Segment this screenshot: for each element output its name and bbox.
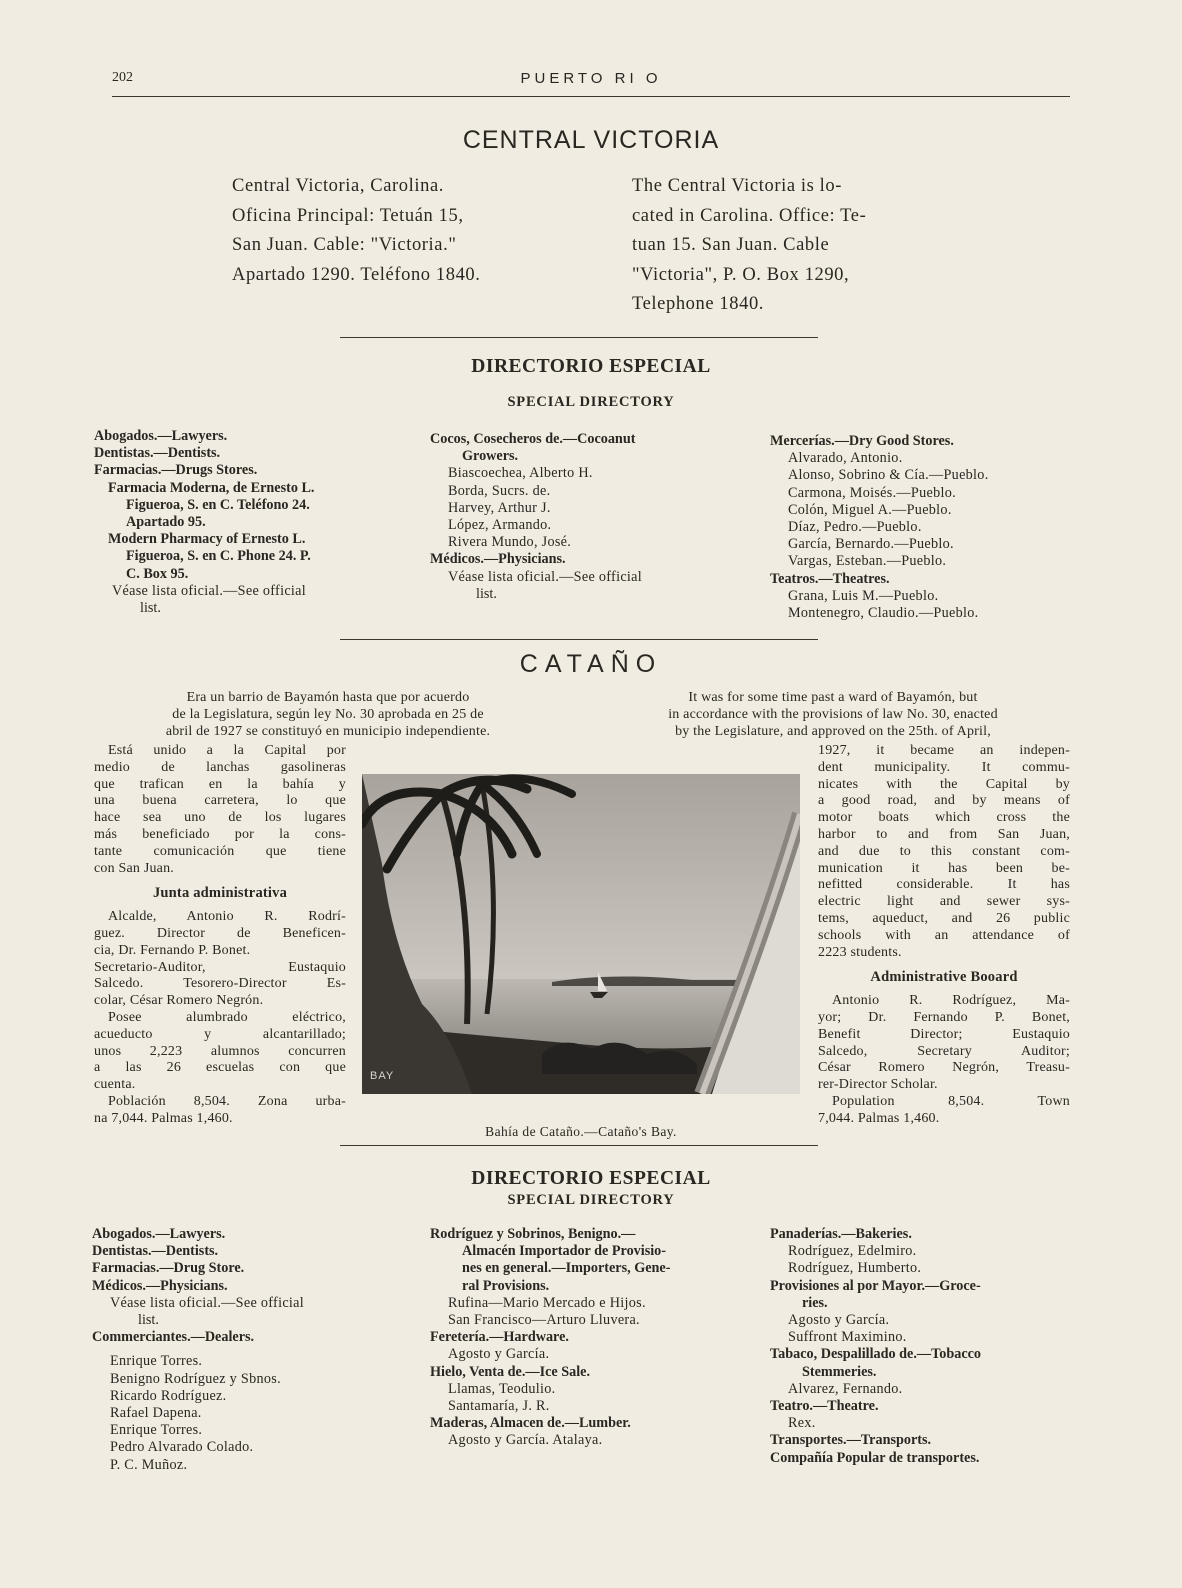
directory-entry: Santamaría, J. R. [448,1398,550,1415]
directory-category: Dentistas.—Dentists. [94,445,221,462]
directory-entry: Colón, Miguel A.—Pueblo. [788,501,952,518]
central-victoria-spanish [232,172,532,290]
catano-intro-english [596,690,1070,740]
directory-title: DIRECTORIO ESPECIAL [471,356,711,377]
directory-entry: Llamas, Teodulio. [448,1380,556,1397]
text-line: The Central Victoria is lo- [632,176,842,196]
directory-category: ral Provisions. [462,1277,550,1294]
directory-category: Dentistas.—Dentists. [92,1243,219,1260]
directory-entry: P. C. Muñoz. [110,1456,188,1473]
directory-column-2 [430,1226,750,1450]
text-line: harbor to and from San Juan, [818,826,1070,842]
text-line: colar, César Romero Negrón. [94,993,264,1009]
text-line: Secretario-Auditor, Eustaquio [94,959,346,975]
directory-entry: Véase lista oficial.—See official [448,568,643,585]
directory-subtitle: SPECIAL DIRECTORY [507,1192,675,1208]
directory-title: DIRECTORIO ESPECIAL [471,1168,711,1189]
directory-category: Teatro.—Theatre. [770,1398,879,1415]
text-line: Telephone 1840. [632,294,765,314]
directory-category: ries. [802,1294,828,1311]
catano-bay-photo [362,774,800,1094]
directory-entry: Agosto y García. Atalaya. [448,1432,603,1449]
text-line: tante comunicación que tiene [94,843,346,859]
catano-right-text [818,743,1070,1128]
directory-category: Abogados.—Lawyers. [94,428,228,444]
directory-entry: Alvarez, Fernando. [788,1380,903,1397]
text-line: con San Juan. [94,860,174,876]
text-line: de la Legislatura, según ley No. 30 aprobada en 25 de [172,706,484,722]
directory-entry: Véase lista oficial.—See official [110,1294,305,1311]
directory-category: Almacén Importador de Provisio- [462,1243,666,1260]
text-line: Está unido a la Capital por [108,743,346,758]
directory-category: Commerciantes.—Dealers. [92,1329,255,1346]
directory-entry: Rodríguez, Edelmiro. [788,1243,917,1260]
directory-entry: Pedro Alvarado Colado. [110,1439,254,1456]
directory-entry: García, Bernardo.—Pueblo. [788,536,954,553]
text-line: Oficina Principal: Tetuán 15, [232,205,464,226]
directory-entry: Rodríguez, Humberto. [788,1260,922,1277]
directory-entry: list. [140,600,161,617]
directory-column-1 [92,1226,412,1474]
directory-entry: list. [138,1312,159,1329]
directory-entry: Suffront Maximino. [788,1329,907,1346]
directory-subtitle: SPECIAL DIRECTORY [507,394,675,410]
directory-category: Cocos, Cosecheros de.—Cocoanut [430,431,636,447]
directory-category: Figueroa, S. en C. Teléfono 24. [126,496,310,513]
directory-entry: Vargas, Esteban.—Pueblo. [788,553,947,570]
directory-category: Transportes.—Transports. [770,1432,932,1449]
directory-category: Compañía Popular de transportes. [770,1449,980,1466]
directory-entry: Montenegro, Claudio.—Pueblo. [788,605,979,622]
directory-category: Growers. [462,448,519,465]
text-line: cia, Dr. Fernando P. Bonet. [94,942,251,958]
central-victoria-title: CENTRAL VICTORIA [462,126,720,154]
directory-entry: Agosto y García. [788,1312,890,1329]
directory-entry: Biascoechea, Alberto H. [448,465,593,482]
text-line: a good road, and by means of [818,793,1070,809]
spacer [92,1346,412,1353]
directory-category: Mercerías.—Dry Good Stores. [770,433,954,449]
text-line: motor boats which cross the [818,810,1070,826]
directory-entry: San Francisco—Arturo Lluvera. [448,1312,640,1329]
directory-column-1 [94,428,394,617]
directory-category: Modern Pharmacy of Ernesto L. [108,531,306,548]
directory-entry: Rex. [788,1415,816,1432]
text-line: cuenta. [94,1077,136,1093]
directory-category: Farmacia Moderna, de Ernesto L. [108,479,315,496]
directory-category: Teatros.—Theatres. [770,570,890,587]
directory-category: Tabaco, Despalillado de.—Tobacco [770,1346,982,1363]
photo-caption: Bahía de Cataño.—Cataño's Bay. [485,1124,677,1139]
directory-entry: Borda, Sucrs. de. [448,482,551,499]
text-line: in accordance with the provisions of law No. 30, enacted [668,706,998,722]
bay-photo-image [362,774,800,1094]
text-line: abril de 1927 se constituyó en municipio independiente. [165,723,491,739]
text-line: and due to this constant com- [818,843,1070,859]
text-line: tuan 15. San Juan. Cable [632,235,830,255]
directory-entry: Díaz, Pedro.—Pueblo. [788,519,922,536]
text-line: 2223 students. [818,944,902,960]
admin-board-heading: Administrative Booard [870,969,1018,986]
directory-entry: Alvarado, Antonio. [788,450,903,467]
text-line: tems, aqueduct, and 26 public [818,910,1070,926]
directory-column-3 [770,433,1070,622]
text-line: Era un barrio de Bayamón hasta que por acuerdo [186,690,470,705]
catano-intro-spanish [92,690,564,740]
text-line: dent municipality. It commu- [818,759,1070,775]
directory-category: Farmacias.—Drug Store. [92,1260,245,1277]
catano-left-text [94,743,346,1128]
directory-category: nes en general.—Importers, Gene- [462,1260,671,1277]
text-line: nicates with the Capital by [818,776,1070,792]
text-line: guez. Director de Beneficen- [94,925,346,941]
text-line: unos 2,223 alumnos concurren [94,1043,346,1059]
section-rule [340,639,818,640]
text-line: acueducto y alcantarillado; [94,1026,346,1042]
directory-category: Hielo, Venta de.—Ice Sale. [430,1363,590,1380]
text-line: Antonio R. Rodríguez, Ma- [832,993,1070,1009]
text-line: Población 8,504. Zona urba- [108,1093,346,1109]
directory-category: Provisiones al por Mayor.—Groce- [770,1277,981,1294]
text-line: 1927, it became an indepen- [818,743,1070,758]
section-rule [340,337,818,338]
text-line: San Juan. Cable: "Victoria." [232,235,457,255]
directory-category: Médicos.—Physicians. [92,1277,228,1294]
directory-entry: Rafael Dapena. [110,1405,202,1422]
text-line: César Romero Negrón, Treasu- [818,1060,1070,1076]
text-line: Central Victoria, Carolina. [232,176,445,196]
text-line: Salcedo, Secretary Auditor; [818,1043,1070,1059]
section-rule [340,1145,818,1146]
directory-entry: Agosto y García. [448,1346,550,1363]
text-line: rer-Director Scholar. [818,1077,938,1093]
text-line: It was for some time past a ward of Bayamón, but [688,690,978,705]
directory-column-3 [770,1226,1080,1467]
junta-heading: Junta administrativa [152,885,288,902]
directory-column-2 [430,431,730,603]
text-line: schools with an attendance of [818,927,1070,943]
text-line: cated in Carolina. Office: Te- [632,205,867,226]
text-line: Population 8,504. Town [832,1093,1070,1109]
directory-category: Médicos.—Physicians. [430,551,566,568]
text-line: que trafican en la bahía y [94,776,346,792]
directory-entry: Ricardo Rodríguez. [110,1387,227,1404]
directory-entry: list. [476,585,497,602]
directory-entry: Véase lista oficial.—See official [112,582,307,599]
directory-entry: Grana, Luis M.—Pueblo. [788,587,939,604]
text-line: nefitted considerable. It has [818,877,1070,893]
directory-category: Maderas, Almacen de.—Lumber. [430,1415,631,1432]
catano-title: CATAÑO [519,650,663,678]
directory-entry: Rivera Mundo, José. [448,534,572,551]
directory-category: Stemmeries. [802,1363,877,1380]
text-line: Apartado 1290. Teléfono 1840. [232,264,481,285]
text-line: by the Legislature, and approved on the 25th. of April, [675,723,991,739]
text-line: una buena carretera, lo que [94,793,346,809]
text-line: a las 26 escuelas con que [94,1060,346,1076]
running-title: PUERTO RI O [520,70,662,87]
text-line: munication it has been be- [818,860,1070,876]
text-line: na 7,044. Palmas 1,460. [94,1110,233,1126]
central-victoria-english [632,172,934,320]
directory-category: Apartado 95. [126,514,206,531]
page-number: 202 [112,70,133,85]
text-line: más beneficiado por la cons- [94,826,346,842]
text-line: Posee alumbrado eléctrico, [108,1009,346,1025]
directory-category: Abogados.—Lawyers. [92,1226,226,1242]
photo-mark: BAY [370,1070,395,1082]
directory-category: Panaderías.—Bakeries. [770,1226,912,1242]
directory-category: Figueroa, S. en C. Phone 24. P. [126,548,311,565]
directory-entry: Carmona, Moisés.—Pueblo. [788,484,956,501]
directory-entry: López, Armando. [448,517,552,534]
directory-entry: Harvey, Arthur J. [448,499,551,516]
directory-entry: Enrique Torres. [110,1422,203,1439]
text-line: "Victoria", P. O. Box 1290, [632,264,850,285]
directory-entry: Alonso, Sobrino & Cía.—Pueblo. [788,467,989,484]
directory-entry: Enrique Torres. [110,1353,203,1370]
text-line: Benefit Director; Eustaquio [818,1026,1070,1042]
text-line: Alcalde, Antonio R. Rodrí- [108,909,346,925]
header-rule [112,96,1070,97]
text-line: yor; Dr. Fernando P. Bonet, [818,1009,1070,1025]
directory-entry: Rufina—Mario Mercado e Hijos. [448,1294,646,1311]
text-line: electric light and sewer sys- [818,894,1070,910]
text-line: 7,044. Palmas 1,460. [818,1110,940,1126]
text-line: hace sea uno de los lugares [94,810,346,826]
directory-category: Feretería.—Hardware. [430,1329,569,1346]
directory-category: C. Box 95. [126,565,189,582]
directory-entry: Benigno Rodríguez y Sbnos. [110,1370,281,1387]
directory-category: Farmacias.—Drugs Stores. [94,462,258,479]
text-line: Salcedo. Tesorero-Director Es- [94,976,346,992]
text-line: medio de lanchas gasolineras [94,759,346,775]
directory-category: Rodríguez y Sobrinos, Benigno.— [430,1226,636,1242]
